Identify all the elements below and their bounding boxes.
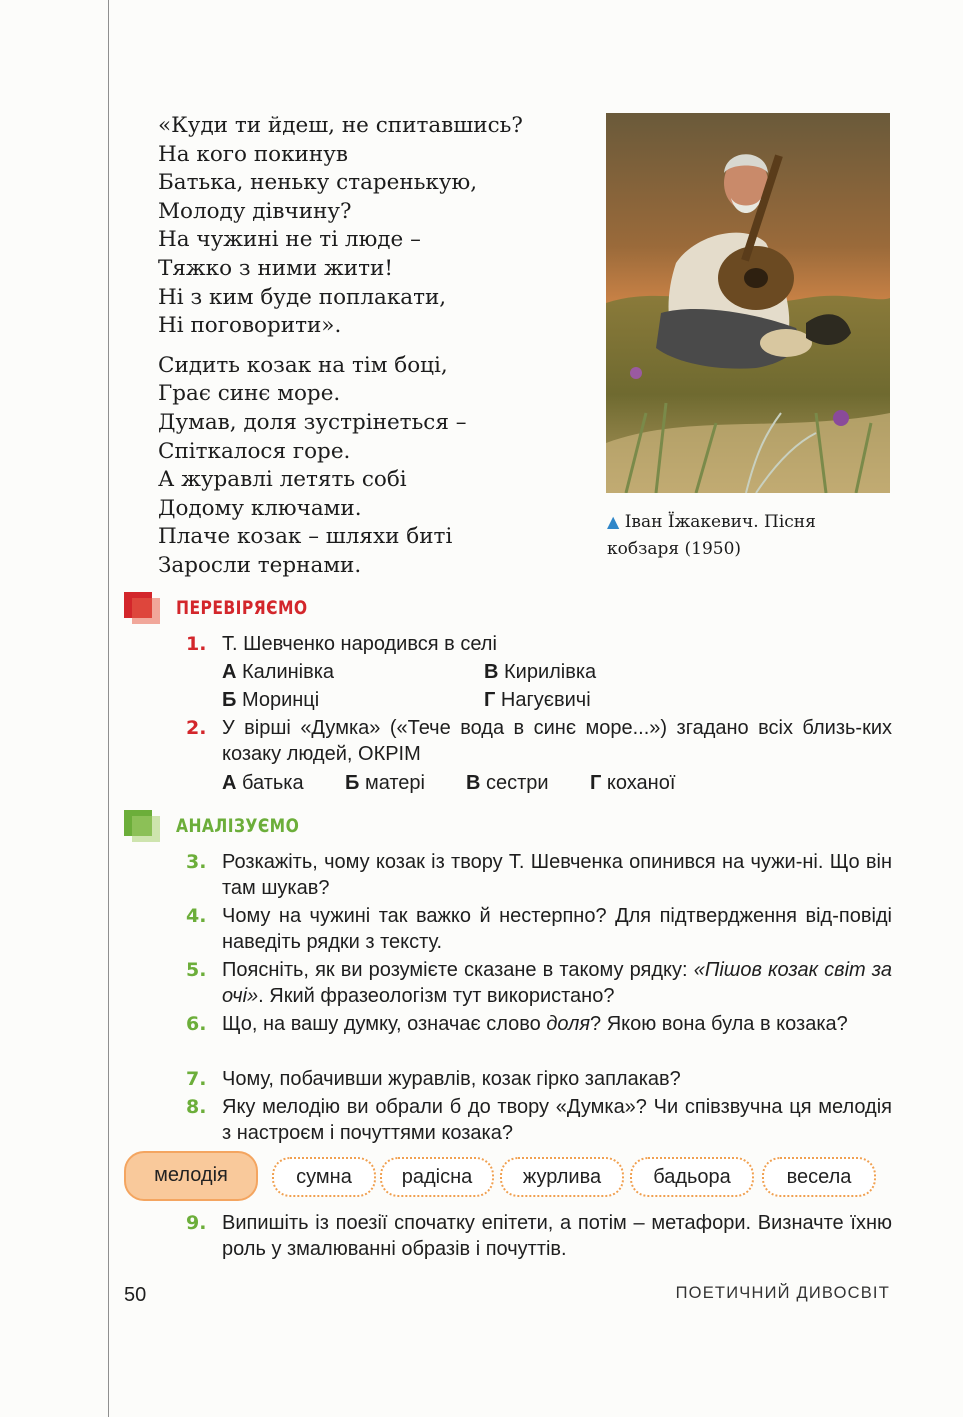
question-number: 5.: [186, 959, 207, 981]
green-squares-icon: [124, 810, 160, 842]
question-text: Розкажіть, чому козак із твору Т. Шевченка опинився на чужи-ні. Що він там шукав?: [222, 851, 892, 899]
poem-line: Додому ключами.: [158, 495, 362, 521]
poem-line: А журавлі летять собі: [158, 467, 407, 493]
question-9: [186, 1210, 896, 1262]
question-text: Яку мелодію ви обрали б до твору «Думка»? Чи співзвучна ця мелодія з настроєм і почуттями козака?: [222, 1096, 892, 1144]
question-number: 2.: [186, 717, 207, 739]
poem-line: Заросли тернами.: [158, 552, 362, 578]
melody-option-chip[interactable]: радісна: [380, 1157, 494, 1197]
question-number: 7.: [186, 1068, 207, 1090]
question-1: [186, 631, 896, 657]
quote-text: «Пішов козак світ за очі»: [222, 959, 892, 1007]
poem: [158, 112, 598, 581]
poem-line: Спіткалося горе.: [158, 438, 351, 464]
section-analyze-title: АНАЛІЗУЄМО: [176, 815, 300, 837]
question-4: [186, 903, 896, 955]
poem-line: Молоду дівчину?: [158, 198, 352, 224]
poem-stanza-2: [158, 352, 598, 581]
question-number: 8.: [186, 1096, 207, 1118]
question-text: Випишіть із поезії спочатку епітети, а потім – метафори. Визначте їхню роль у змалюванні образів і почуттів.: [222, 1212, 892, 1260]
page-number: 50: [124, 1284, 147, 1306]
painting-caption: [607, 508, 897, 563]
option-a: А Калинівка: [222, 661, 335, 683]
red-squares-icon: [124, 592, 160, 624]
question-7: [186, 1066, 896, 1092]
triangle-marker-icon: ▲: [607, 512, 620, 531]
option-b: Б матері: [345, 772, 425, 794]
poem-line: Ні з ким буде поплакати,: [158, 284, 447, 310]
question-5: [186, 957, 896, 1009]
question-text: У вірші «Думка» («Тече вода в синє море...») згадано всіх близь-ких козаку людей, ОКРІМ: [222, 717, 892, 765]
poem-line: Тяжко з ними жити!: [158, 255, 393, 281]
question-text: Поясніть, як ви розумієте сказане в такому рядку: «Пішов козак світ за очі». Який фразеологізм тут використано?: [222, 959, 892, 1007]
poem-line: На кого покинув: [158, 141, 348, 167]
poem-line: Грає синє море.: [158, 381, 341, 407]
question-number: 1.: [186, 633, 207, 655]
question-text: Чому, побачивши журавлів, козак гірко заплакав?: [222, 1068, 681, 1090]
melody-option-chip[interactable]: журлива: [500, 1157, 624, 1197]
option-g: Г коханої: [590, 772, 676, 794]
option-v: В сестри: [466, 772, 549, 794]
caption-line-1: Іван Їжакевич. Пісня: [624, 512, 816, 532]
question-text: Що, на вашу думку, означає слово доля? Якою вона була в козака?: [222, 1013, 848, 1035]
question-3: [186, 849, 896, 901]
melody-label-chip: мелодія: [124, 1151, 258, 1201]
poem-line: Сидить козак на тім боці,: [158, 352, 448, 378]
poem-stanza-1: [158, 112, 598, 341]
option-b: Б Моринці: [222, 689, 320, 711]
question-number: 6.: [186, 1013, 207, 1035]
question-2: [186, 715, 896, 767]
poem-line: Плаче козак – шляхи биті: [158, 524, 453, 550]
section-check-header: [124, 592, 336, 624]
poem-line: Ні поговорити».: [158, 313, 342, 339]
option-v: В Кирилівка: [484, 661, 597, 683]
question-number: 4.: [186, 905, 207, 927]
painting-kobzar: [606, 113, 890, 493]
melody-option-chip[interactable]: сумна: [272, 1157, 376, 1197]
footer-section-name: ПОЕТИЧНИЙ ДИВОСВІТ: [675, 1284, 890, 1302]
question-number: 3.: [186, 851, 207, 873]
section-check-title: ПЕРЕВІРЯЄМО: [176, 597, 308, 619]
option-g: Г Нагуєвичі: [484, 689, 591, 711]
poem-line: Батька, неньку старенькую,: [158, 170, 478, 196]
page-margin-line: [108, 0, 109, 1417]
section-analyze-header: [124, 810, 326, 842]
question-8: [186, 1094, 896, 1146]
melody-option-chip[interactable]: весела: [762, 1157, 876, 1197]
poem-line: Думав, доля зустрінеться –: [158, 409, 467, 435]
question-6: [186, 1011, 896, 1037]
poem-line: На чужині не ті люде –: [158, 227, 421, 253]
poem-line: «Куди ти йдеш, не спитавшись?: [158, 113, 523, 138]
melody-option-chip[interactable]: бадьора: [630, 1157, 754, 1197]
question-number: 9.: [186, 1212, 207, 1234]
option-a: А батька: [222, 772, 304, 794]
question-text: Т. Шевченко народився в селі: [222, 633, 497, 655]
key-word: доля: [546, 1013, 591, 1035]
caption-line-2: кобзаря (1950): [607, 539, 742, 559]
melody-chip-row: [124, 1151, 884, 1201]
question-text: Чому на чужині так важко й нестерпно? Для підтвердження від-повіді наведіть рядки з тексту.: [222, 905, 892, 953]
